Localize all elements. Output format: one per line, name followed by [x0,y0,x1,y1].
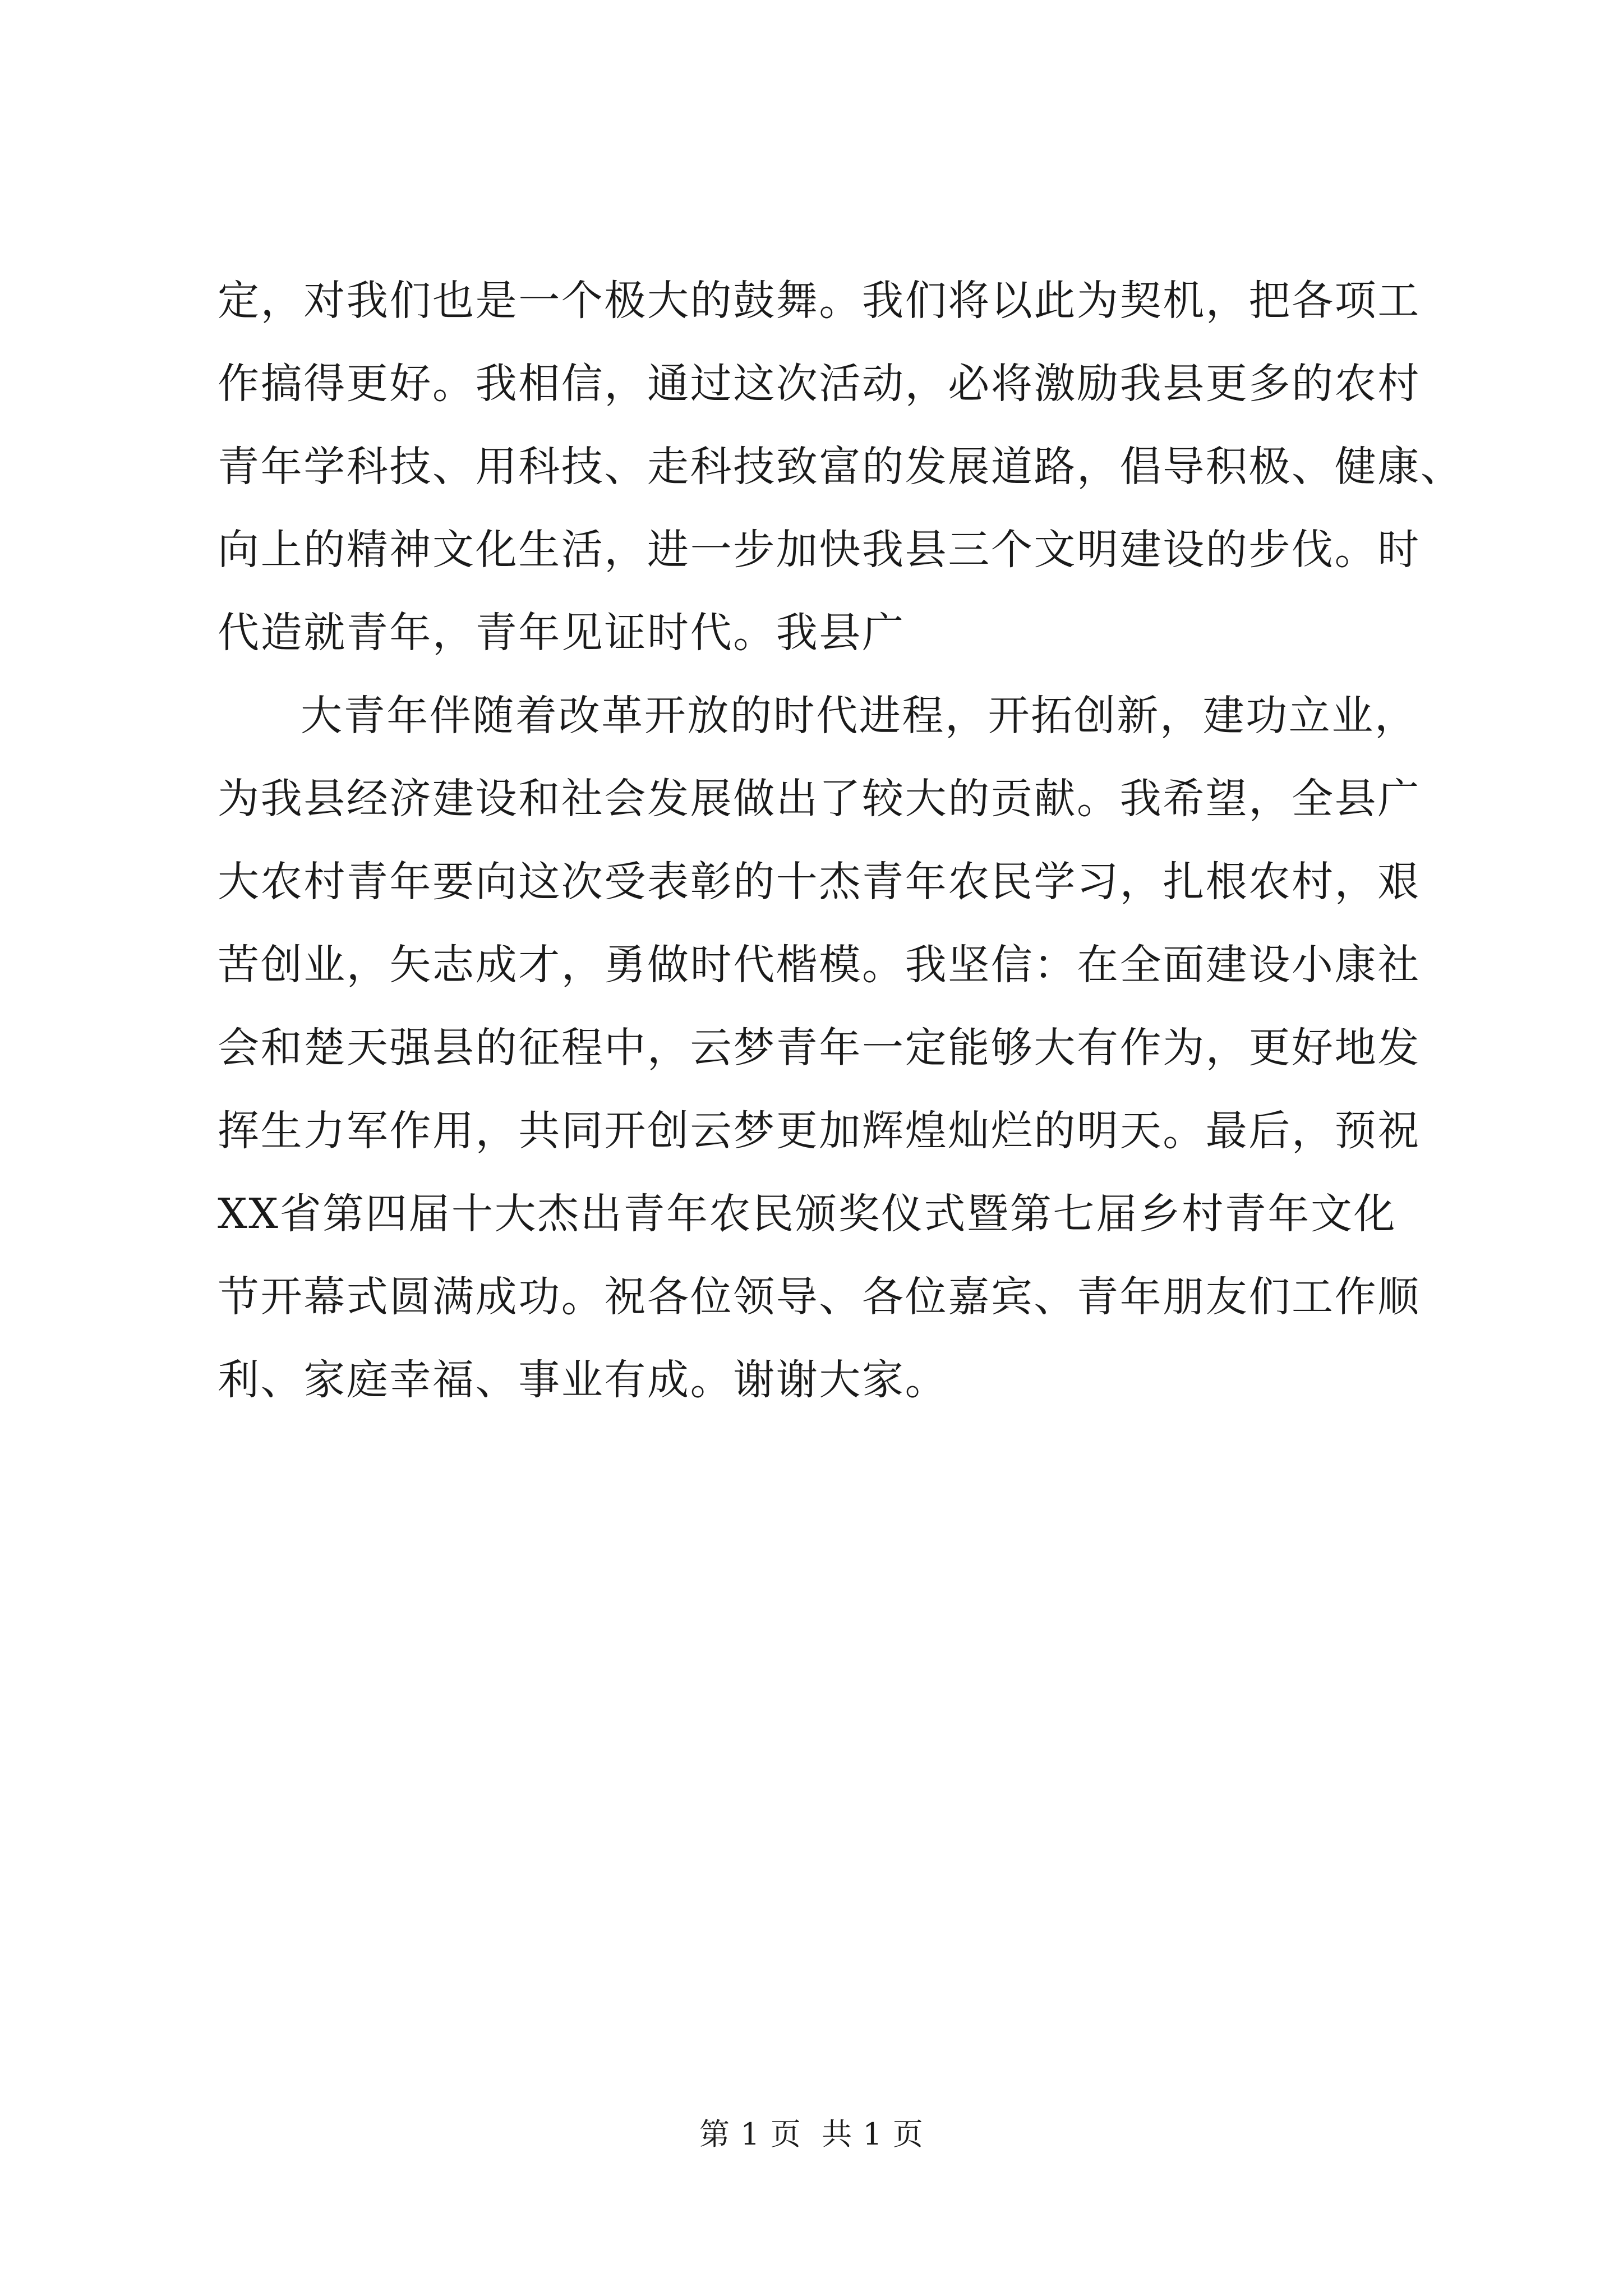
page-footer [0,2115,1623,2154]
text-line: 大农村青年要向这次受表彰的十杰青年农民学习，扎根农村，艰 [218,858,1421,906]
text-line: 作搞得更好。我相信，通过这次活动，必将激励我县更多的农村 [218,360,1421,408]
text-line: 挥生力军作用，共同开创云梦更加辉煌灿烂的明天。最后，预祝 [218,1107,1421,1155]
page-number-label: 第 1 页 共 1 页 [699,2116,924,2152]
text-line: 代造就青年，青年见证时代。我县广 [218,609,905,657]
text-line: 为我县经济建设和社会发展做出了较大的贡献。我希望，全县广 [218,775,1421,823]
text-line: 利、家庭幸福、事业有成。谢谢大家。 [218,1356,948,1404]
text-line: XX省第四届十大杰出青年农民颁奖仪式暨第七届乡村青年文化 [218,1190,1397,1238]
text-line: 定，对我们也是一个极大的鼓舞。我们将以此为契机，把各项工 [218,277,1421,325]
text-line: 节开幕式圆满成功。祝各位领导、各位嘉宾、青年朋友们工作顺 [218,1273,1421,1321]
text-line: 青年学科技、用科技、走科技致富的发展道路，倡导积极、健康、 [218,443,1464,491]
document-body [218,259,1464,1421]
text-line: 会和楚天强县的征程中，云梦青年一定能够大有作为，更好地发 [218,1024,1421,1072]
text-line-paragraph-start: 大青年伴随着改革开放的时代进程，开拓创新，建功立业， [301,692,1418,740]
text-line: 苦创业，矢志成才，勇做时代楷模。我坚信：在全面建设小康社 [218,941,1421,989]
text-line: 向上的精神文化生活，进一步加快我县三个文明建设的步伐。时 [218,526,1421,574]
